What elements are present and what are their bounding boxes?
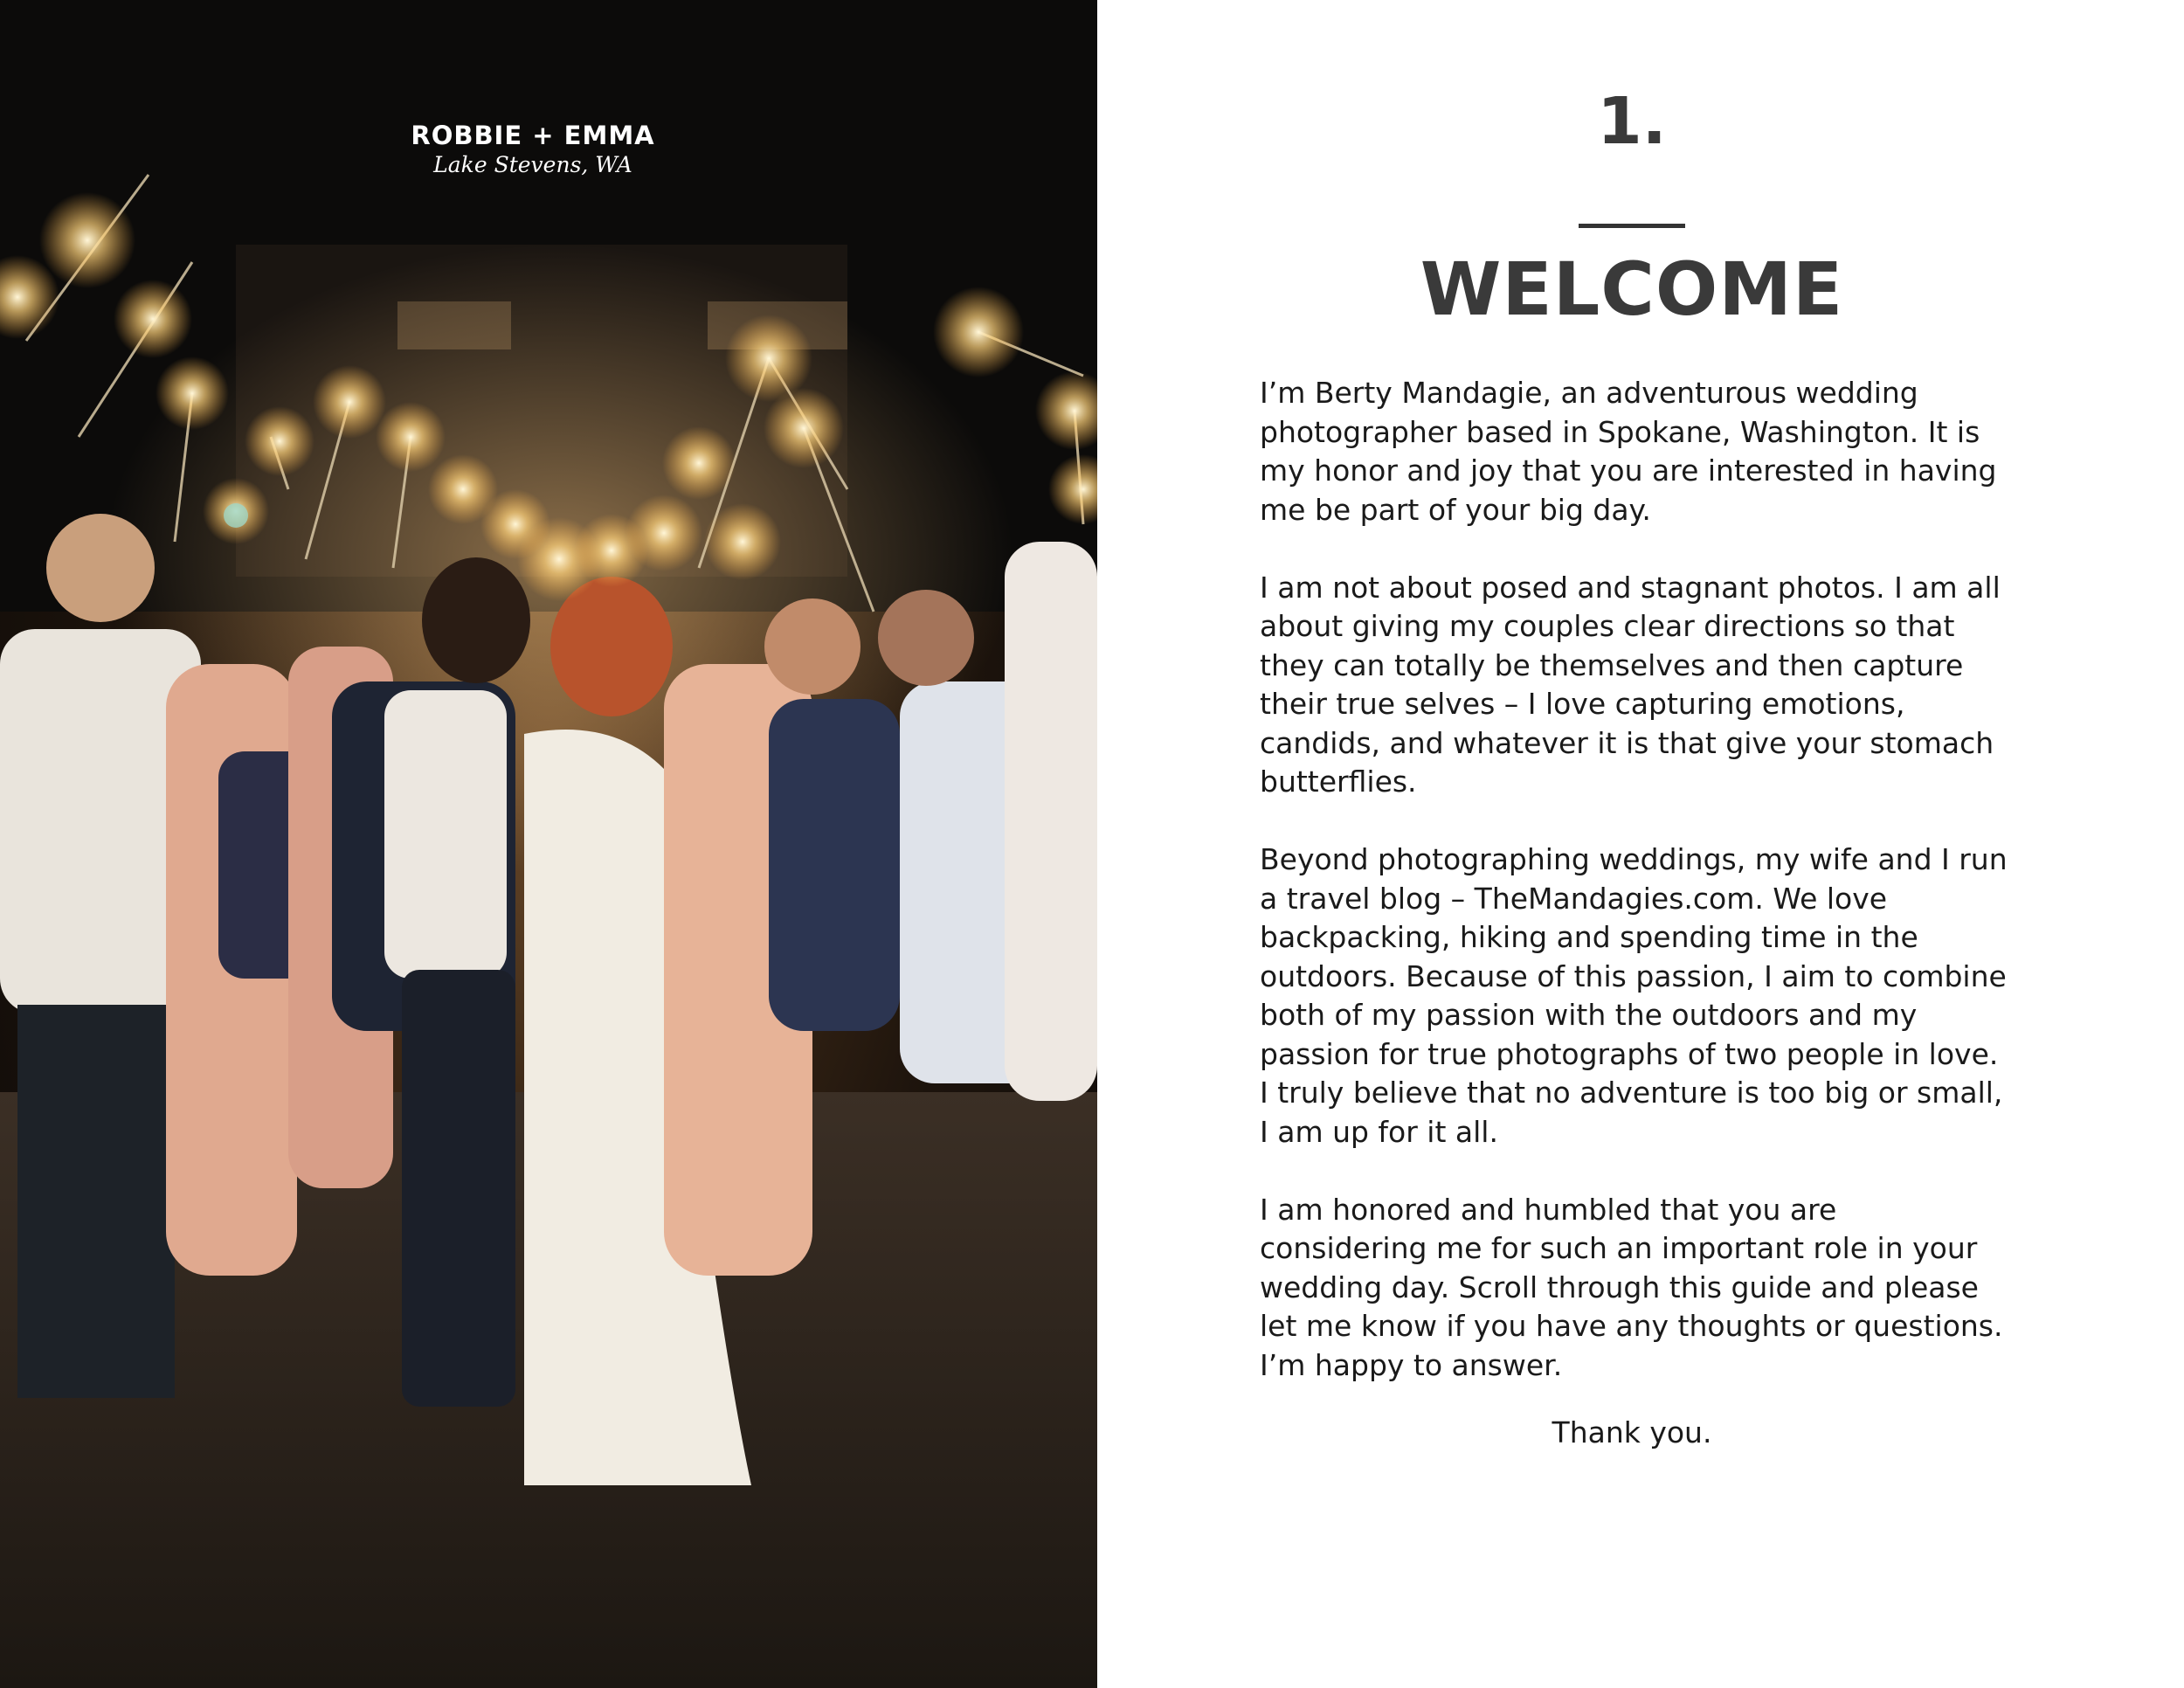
paragraph-intro: I’m Berty Mandagie, an adventurous wedding photographer based in Spokane, Washington. It is my honor and joy that you are interested in having me be part of your big day. bbox=[1260, 376, 1997, 527]
paragraph-approach: I am not about posed and stagnant photos. I am all about giving my couples clear directions so that they can totally be themselves and then capture their true selves – I love capturing emotions, candids, and whatever it is that give your stomach butterflies. bbox=[1260, 570, 2001, 799]
couple-names: ROBBIE + EMMA bbox=[411, 121, 655, 150]
sign-off: Thank you. bbox=[1552, 1415, 1712, 1449]
section-number: 1. bbox=[1597, 84, 1667, 159]
paragraph-travel: Beyond photographing weddings, my wife and I run a travel blog – TheMandagies.com. We love backpacking, hiking and spending time in the outdoors. Because of this passion, I aim to combine both of my passion with the outdoors and my passion for true photographs of two people in love. I truly believe that no adventure is too big or small, I am up for it all. bbox=[1260, 842, 2008, 1149]
body-copy bbox=[1260, 374, 2011, 1424]
welcome-text-panel bbox=[1097, 0, 2184, 1688]
wedding-location: Lake Stevens, WA bbox=[433, 152, 632, 177]
photo-caption bbox=[411, 121, 654, 177]
heading-divider bbox=[1579, 224, 1685, 228]
page-title: WELCOME bbox=[1420, 246, 1844, 332]
paragraph-closing: I am honored and humbled that you are considering me for such an important role in your wedding day. Scroll through this guide and please let me know if you have any thoughts or questions. I’m happy to answer. bbox=[1260, 1192, 2003, 1382]
